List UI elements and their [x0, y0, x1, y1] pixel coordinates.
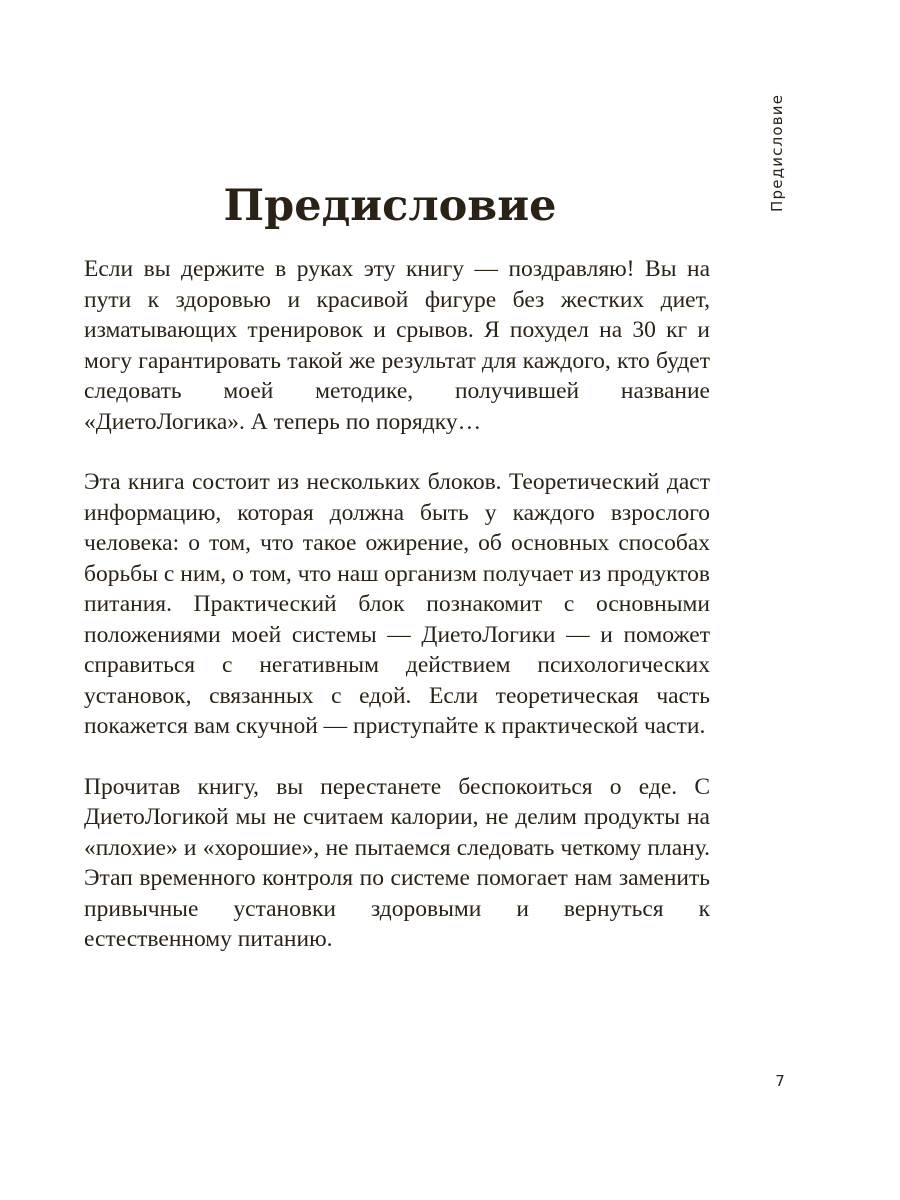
paragraph-2: Эта книга состоит из нескольких блоков. Теоретический даст информацию, которая должна быть у каждого взрослого человека: о том, что такое ожирение, об основных способах борьбы с ним, о том, что наш организм получает из продуктов питания. Практический блок познакомит с основными положениями моей системы — ДиетоЛогики — и поможет справиться с негативным действием психологических установок, связанных с едой. Если теоретическая часть покажется вам скучной — приступайте к практической части. [84, 469, 710, 739]
body-text [84, 254, 710, 985]
paragraph-1: Если вы держите в руках эту книгу — поздравляю! Вы на пути к здоровью и красивой фигуре без жестких диет, изматывающих тренировок и срывов. Я похудел на 30 кг и могу гарантировать такой же результат для каждого, кто будет следовать моей методике, получившей название «ДиетоЛогика». А теперь по порядку… [84, 256, 710, 435]
page-number: 7 [775, 1072, 785, 1090]
paragraph-3: Прочитав книгу, вы перестанете беспокоиться о еде. С ДиетоЛогикой мы не считаем калории, не делим продукты на «плохие» и «хорошие», не пытаемся следовать четкому плану. Этап временного контроля по системе помогает нам заменить привычные установки здоровыми и вернуться к естественному питанию. [84, 773, 710, 952]
running-header: Предисловие [768, 93, 786, 212]
page-title: Предисловие [223, 181, 557, 231]
